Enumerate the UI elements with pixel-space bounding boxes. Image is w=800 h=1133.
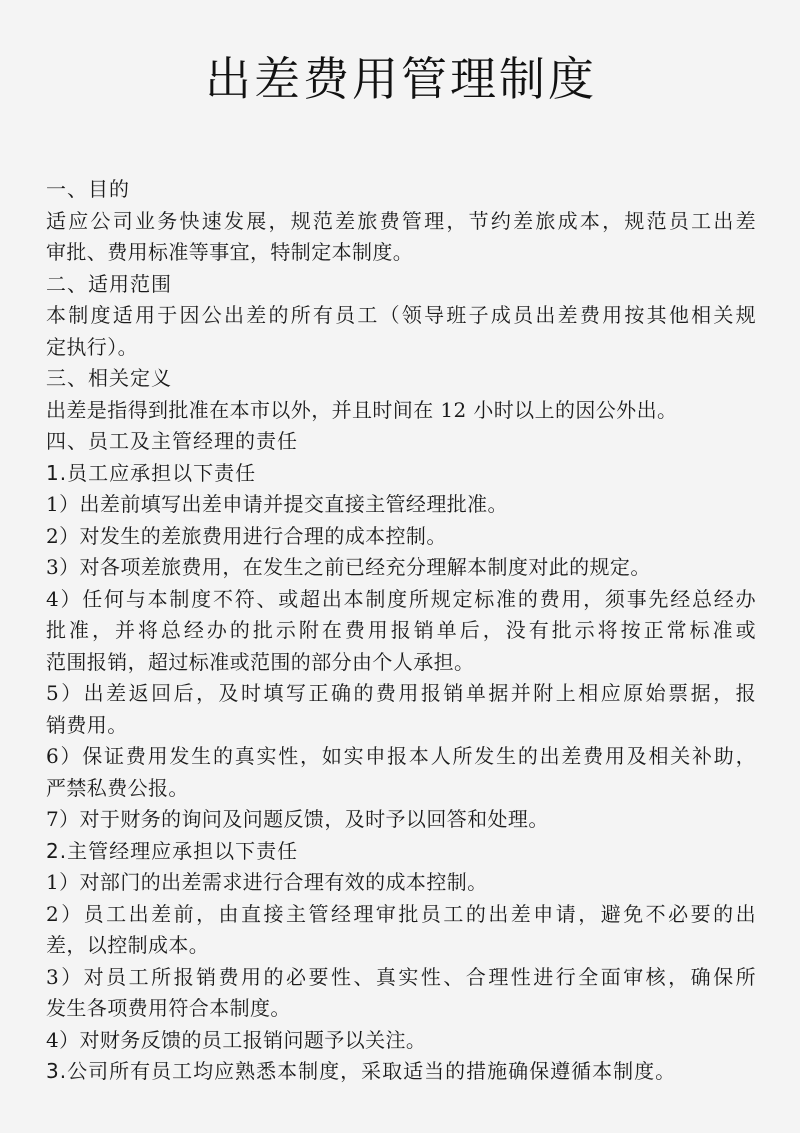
paragraph-line: 批准，并将总经办的批示附在费用报销单后，没有批示将按正常标准或 bbox=[46, 618, 756, 642]
paragraph-line: 适应公司业务快速发展，规范差旅费管理，节约差旅成本，规范员工出差 bbox=[46, 208, 756, 233]
section-heading: 三、相关定义 bbox=[46, 366, 172, 390]
paragraph-line: 1）出差前填写出差申请并提交直接主管经理批准。 bbox=[46, 492, 508, 516]
paragraph-line: 4）对财务反馈的员工报销问题予以关注。 bbox=[46, 1027, 427, 1052]
paragraph-line: 7）对于财务的询问及问题反馈，及时予以回答和处理。 bbox=[46, 807, 549, 831]
section-heading: 四、员工及主管经理的责任 bbox=[46, 429, 298, 453]
paragraph-line: 本制度适用于因公出差的所有员工（领导班子成员出差费用按其他相关规 bbox=[46, 303, 756, 327]
section-heading: 2.主管经理应承担以下责任 bbox=[46, 838, 299, 863]
paragraph-line: 差，以控制成本。 bbox=[46, 933, 210, 957]
paragraph-line: 出差是指得到批准在本市以外，并且时间在 12 小时以上的因公外出。 bbox=[46, 397, 678, 422]
section-heading: 3.公司所有员工均应熟悉本制度，采取适当的措施确保遵循本制度。 bbox=[46, 1059, 677, 1083]
paragraph-line: 3）对员工所报销费用的必要性、真实性、合理性进行全面审核，确保所 bbox=[46, 964, 756, 989]
paragraph-line: 严禁私费公报。 bbox=[46, 775, 189, 800]
section-heading: 二、适用范围 bbox=[46, 271, 172, 296]
paragraph-line: 5）出差返回后，及时填写正确的费用报销单据并附上相应原始票据，报 bbox=[46, 681, 756, 705]
paragraph-line: 4）任何与本制度不符、或超出本制度所规定标准的费用，须事先经总经办 bbox=[46, 586, 756, 611]
paragraph-line: 销费用。 bbox=[46, 712, 128, 737]
document-body bbox=[46, 174, 756, 1088]
paragraph-line: 审批、费用标准等事宜，特制定本制度。 bbox=[46, 240, 414, 264]
paragraph-line: 2）员工出差前，由直接主管经理审批员工的出差申请，避免不必要的出 bbox=[46, 901, 756, 926]
paragraph-line: 1）对部门的出差需求进行合理有效的成本控制。 bbox=[46, 870, 488, 894]
paragraph-line: 3）对各项差旅费用，在发生之前已经充分理解本制度对此的规定。 bbox=[46, 555, 651, 579]
section-heading: 1.员工应承担以下责任 bbox=[46, 460, 257, 485]
section-heading: 一、目的 bbox=[46, 177, 130, 201]
paragraph-line: 定执行）。 bbox=[46, 334, 138, 359]
paragraph-line: 发生各项费用符合本制度。 bbox=[46, 996, 291, 1020]
document-title: 出差费用管理制度 bbox=[205, 52, 597, 106]
paragraph-line: 2）对发生的差旅费用进行合理的成本控制。 bbox=[46, 523, 447, 548]
paragraph-line: 6）保证费用发生的真实性，如实申报本人所发生的出差费用及相关补助， bbox=[46, 744, 756, 768]
paragraph-line: 范围报销，超过标准或范围的部分由个人承担。 bbox=[46, 649, 475, 674]
